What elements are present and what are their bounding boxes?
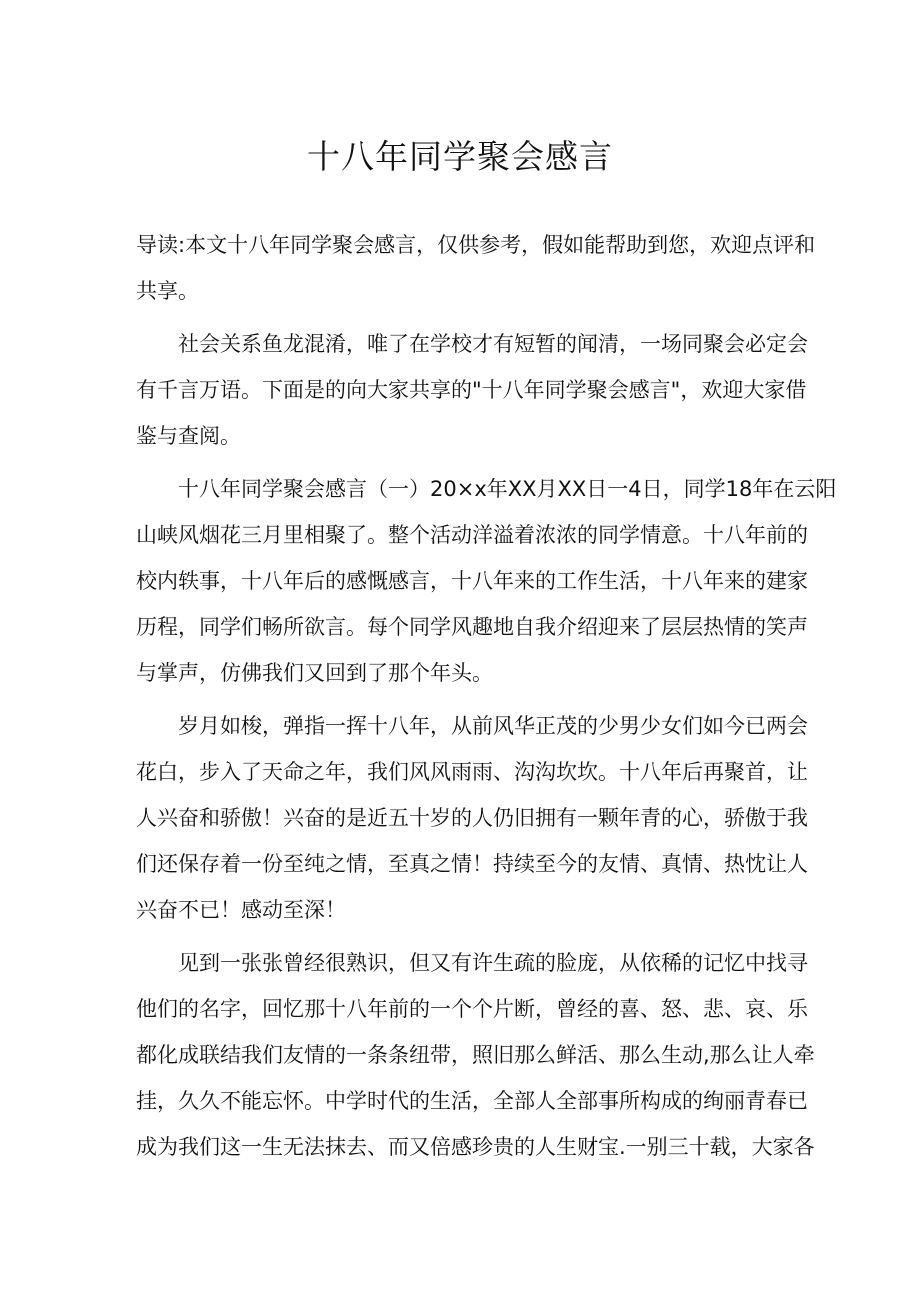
text-line: 校内轶事，十八年后的感慨感言，十八年来的工作生活，十八年来的建家: [136, 569, 808, 593]
text-line: 兴奋不已！感动至深！: [136, 898, 346, 922]
paragraph: [136, 703, 808, 933]
paragraph: [136, 321, 808, 459]
text-line: 挂，久久不能忘怀。中学时代的生活，全部人全部事所构成的绚丽青春已: [136, 1089, 808, 1113]
document-title: 十八年同学聚会感言: [307, 137, 613, 176]
text-line: 导读:本文十八年同学聚会感言，仅供参考，假如能帮助到您，欢迎点评和: [136, 233, 816, 257]
text-line: 与掌声，仿佛我们又回到了那个年头。: [136, 661, 493, 685]
text-line: 都化成联结我们友情的一条条纽带，照旧那么鲜活、那么生动,那么让人牵: [136, 1043, 815, 1067]
paragraph: [136, 940, 815, 1170]
text-line: 共享。: [136, 279, 199, 303]
text-line: 鉴与查阅。: [136, 424, 241, 448]
paragraph: [136, 466, 837, 696]
text-line: 山峡风烟花三月里相聚了。整个活动洋溢着浓浓的同学情意。十八年前的: [136, 523, 808, 547]
text-line: 他们的名字，回忆那十八年前的一个个片断，曾经的喜、怒、悲、哀、乐: [136, 997, 808, 1021]
text-line: 花白，步入了天命之年，我们风风雨雨、沟沟坎坎。十八年后再聚首，让: [136, 760, 808, 784]
text-line: 见到一张张曾经很熟识，但又有许生疏的脸庞，从依稀的记忆中找寻: [178, 951, 808, 975]
text-line: 十八年同学聚会感言（一）20×x年XX月XX日一4日，同学18年在云阳: [178, 477, 837, 501]
text-line: 人兴奋和骄傲！兴奋的是近五十岁的人仍旧拥有一颗年青的心，骄傲于我: [136, 806, 808, 830]
text-line: 岁月如梭，弹指一挥十八年，从前风华正茂的少男少女们如今已两会: [178, 714, 808, 738]
text-line: 们还保存着一份至纯之情，至真之情！持续至今的友情、真情、热忱让人: [136, 852, 808, 876]
text-line: 成为我们这一生无法抹去、而又倍感珍贵的人生财宝.一别三十载，大家各: [136, 1135, 815, 1159]
text-line: 有千言万语。下面是的向大家共享的"十八年同学聚会感言"，欢迎大家借: [136, 378, 807, 402]
paragraph-intro: [136, 222, 816, 314]
text-line: 社会关系鱼龙混淆，唯了在学校才有短暂的闻清，一场同聚会必定会: [178, 332, 808, 356]
document-body: [136, 222, 837, 1177]
text-line: 历程，同学们畅所欲言。每个同学风趣地自我介绍迎来了层层热情的笑声: [136, 615, 808, 639]
